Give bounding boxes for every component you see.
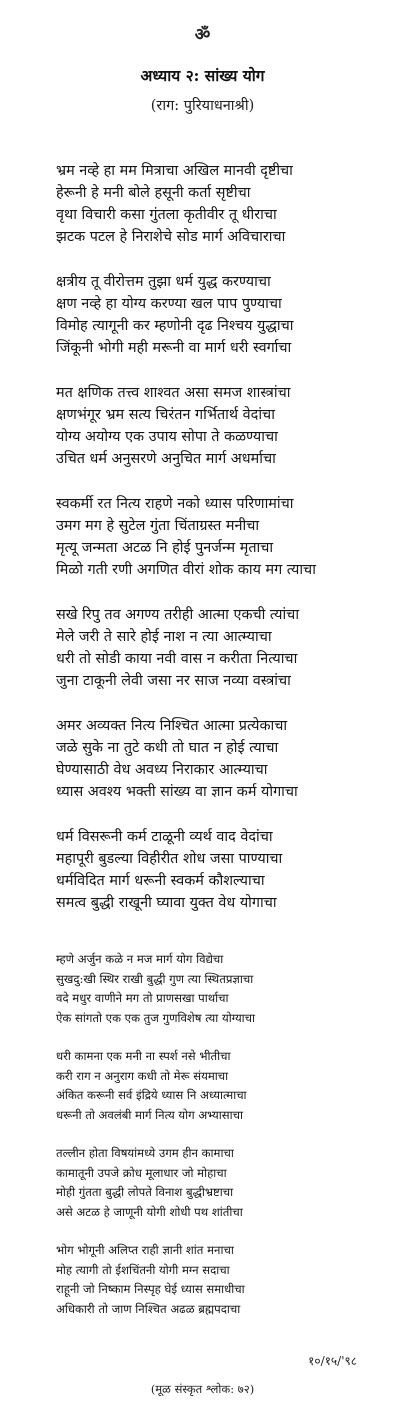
verse-line: उमग मग हे सुटेल गुंता चिंताग्रस्त मनीचा bbox=[56, 518, 260, 534]
verse-line: क्षणभंगूर भ्रम सत्य चिरंतन गर्भितार्थ वेदांचा bbox=[56, 407, 275, 423]
verse-line: वदे मधुर वाणीने मग तो प्राणसखा पार्थाचा bbox=[56, 991, 229, 1005]
verse-line: मृत्यू जन्मता अटळ नि होई पुनर्जन्म मृताचा bbox=[56, 540, 274, 556]
verse-line: कामातूनी उपजे क्रोध मूलाधार जो मोहाचा bbox=[56, 1165, 227, 1180]
footnote: (मूळ संस्कृत श्लोक: ७२) bbox=[150, 1382, 255, 1396]
verse-line: भोग भोगूनी अलिप्त राही ज्ञानी शांत मनाचा bbox=[56, 1243, 234, 1257]
verse-line: समत्व बुद्धी राखूनी घ्यावा युक्त वेध योगाचा bbox=[56, 895, 277, 911]
verse-line: स्वकर्मी रत नित्य राहणे नको ध्यास परिणामांचा bbox=[56, 496, 294, 512]
verse-line: अंकित करूनी सर्व इंद्रिये ध्यास नि अध्यात्माचा bbox=[56, 1088, 247, 1102]
verse-line: तल्लीन होता विषयांमध्ये उगम हीन कामाचा bbox=[56, 1146, 234, 1160]
raga-subtitle: (राग: पुरियाधनाश्री) bbox=[150, 98, 255, 114]
composition-date: १०/१५/'९८ bbox=[308, 1354, 357, 1368]
stanza-7 bbox=[56, 826, 396, 914]
om-symbol: ॐ bbox=[194, 25, 211, 45]
verse-line: धरी तो सोडी काया नवी वास न करीता नित्याचा bbox=[56, 651, 298, 667]
verse-line: मोही गुंतता बुद्धी लोपते विनाश बुद्धीभ्रष्टाचा bbox=[56, 1185, 234, 1199]
stanza-1 bbox=[56, 160, 396, 248]
verse-line: सुखदु:खी स्थिर राखी बुद्धी गुण त्या स्थितप्रज्ञाचा bbox=[56, 971, 254, 986]
stanza-5 bbox=[56, 604, 396, 692]
verse-line: योग्य अयोग्य एक उपाय सोपा ते कळण्याचा bbox=[56, 429, 278, 445]
verse-line: भ्रम नव्हे हा मम मित्राचा अखिल मानवी दृष्टीचा bbox=[56, 163, 293, 179]
verse-line: घेण्यासाठी वेध अवध्य निराकार आत्म्याचा bbox=[56, 762, 268, 778]
verse-line: सखे रिपु तव अगण्य तरीही आत्मा एकची त्यांचा bbox=[56, 607, 300, 623]
stanza-4 bbox=[56, 493, 396, 581]
small-stanzas bbox=[56, 950, 396, 1338]
small-stanza-2 bbox=[56, 1047, 396, 1125]
stanza-6 bbox=[56, 715, 396, 803]
stanza-2 bbox=[56, 271, 396, 359]
verse-line: जळे सुके ना तुटे कधी तो घात न होई त्याचा bbox=[56, 740, 279, 756]
verse-line: क्षत्रीय तू वीरोत्तम तुझा धर्म युद्ध करण्याचा bbox=[56, 274, 271, 290]
verse-line: धर्मविदित मार्ग धरूनी स्वकर्म कौशल्याचा bbox=[56, 873, 265, 889]
stanza-3 bbox=[56, 382, 396, 470]
verse-line: हेरूनी हे मनी बोले हसूनी कर्ता सृष्टीचा bbox=[56, 185, 251, 201]
verse-line: जुना टाकूनी लेवी जसा नर साज नव्या वस्त्रांचा bbox=[56, 673, 291, 689]
verse-line: मिळो गती रणी अगणित वीरां शोक काय मग त्याचा bbox=[56, 562, 316, 578]
verse-line: ऐक सांगतो एक एक तुज गुणविशेष त्या योग्याचा bbox=[56, 1010, 256, 1025]
verse-line: महापूरी बुडल्या विहीरीत शोध जसा पाण्याचा bbox=[56, 851, 283, 867]
small-stanza-4 bbox=[56, 1241, 396, 1319]
verse-line: मत क्षणिक तत्त्व शाश्वत असा समज शास्त्रांचा bbox=[56, 385, 291, 401]
main-stanzas bbox=[56, 160, 396, 937]
verse-line: असे अटळ हे जाणूनी योगी शोधी पथ शांतीचा bbox=[56, 1204, 243, 1219]
verse-line: मेले जरी ते सारे होई नाश न त्या आत्म्याचा bbox=[56, 629, 272, 645]
verse-line: मोह त्यागी तो ईशचिंतनी योगी मग्न सदाचा bbox=[56, 1262, 230, 1277]
verse-line: धरी कामना एक मनी ना स्पर्श नसे भीतीचा bbox=[56, 1049, 231, 1063]
verse-line: वृथा विचारी कसा गुंतला कृतीवीर तू धीराचा bbox=[56, 207, 277, 223]
verse-line: उचित धर्म अनुसरणे अनुचित मार्ग अधर्माचा bbox=[56, 451, 276, 467]
verse-line: म्हणे अर्जुन कळे न मज मार्ग योग विद्येचा bbox=[56, 952, 224, 966]
small-stanza-3 bbox=[56, 1144, 396, 1222]
verse-line: अमर अव्यक्त नित्य निश्चित आत्मा प्रत्येकाचा bbox=[56, 718, 288, 734]
verse-line: क्षण नव्हे हा योग्य करण्या खल पाप पुण्याचा bbox=[56, 296, 282, 312]
small-stanza-1 bbox=[56, 950, 396, 1028]
verse-line: अधिकारी तो जाण निश्चित अढळ ब्रह्मपदाचा bbox=[56, 1301, 241, 1316]
verse-line: धर्म विसरूनी कर्म टाळूनी व्यर्थ वाद वेदांचा bbox=[56, 829, 273, 845]
verse-line: झटक पटल हे निराशेचे सोड मार्ग अविचाराचा bbox=[56, 229, 286, 245]
verse-line: जिंकूनी भोगी मही मरूनी वा मार्ग धरी स्वर्गाचा bbox=[56, 340, 292, 356]
verse-line: विमोह त्यागूनी कर म्हणोनी दृढ निश्चय युद्धाचा bbox=[56, 318, 294, 334]
page-title: अध्याय २: सांख्य योग bbox=[140, 66, 265, 85]
verse-line: ध्यास अवश्य भक्ती सांख्य वा ज्ञान कर्म योगाचा bbox=[56, 784, 298, 800]
verse-line: धरूनी तो अवलंबी मार्ग नित्य योग अभ्यासाचा bbox=[56, 1107, 243, 1122]
verse-line: करी राग न अनुराग कधी तो मेरू संयमाचा bbox=[56, 1068, 229, 1083]
verse-line: राहूनी जो निष्काम निस्पृह घेई ध्यास समाधीचा bbox=[56, 1282, 245, 1296]
